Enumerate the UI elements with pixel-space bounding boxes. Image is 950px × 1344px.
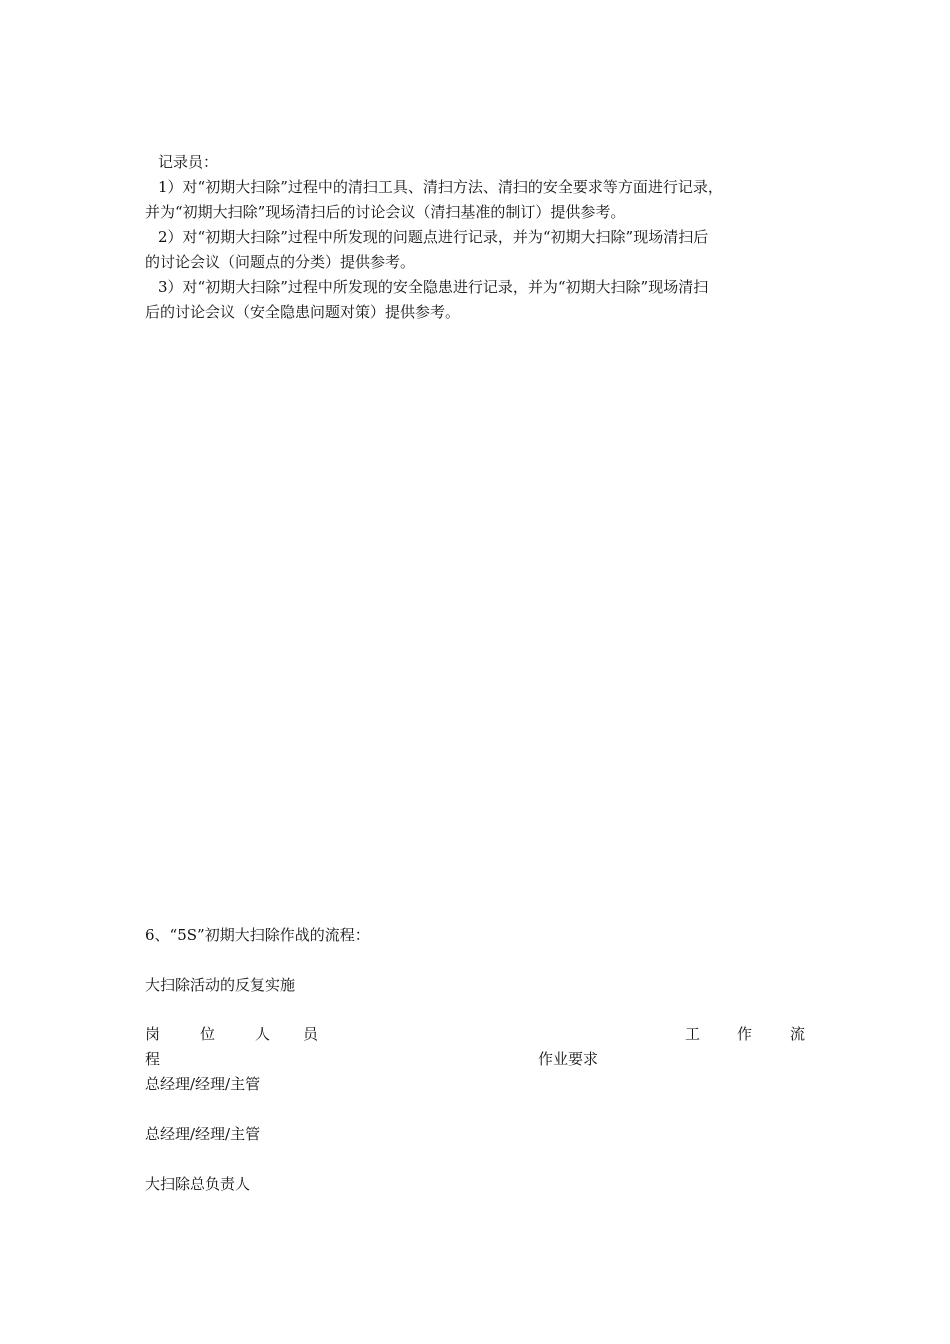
duty-item-2-line2: 的讨论会议（问题点的分类）提供参考。: [145, 253, 416, 271]
header-col2-char-2: 作: [737, 1025, 753, 1043]
duty-item-3-line2: 后的讨论会议（安全隐患问题对策）提供参考。: [145, 303, 461, 321]
duty-item-1-line2: 并为“初期大扫除”现场清扫后的讨论会议（清扫基准的制订）提供参考。: [145, 203, 626, 221]
table-header-row: [145, 1024, 807, 1044]
header-col1-char-1: 岗: [145, 1025, 161, 1043]
process-title: 6、“5S”初期大扫除作战的流程：: [145, 926, 370, 944]
header-col1-char-3: 人: [255, 1025, 271, 1043]
header-col2-char-1: 工: [685, 1025, 701, 1043]
duty-item-2-line1: 2）对“初期大扫除”过程中所发现的问题点进行记录，并为“初期大扫除”现场清扫后: [158, 228, 709, 246]
header-col1-char-4: 员: [303, 1025, 319, 1043]
table-row-3: 大扫除总负责人: [145, 1175, 251, 1193]
header-col2-char-3: 流: [790, 1025, 806, 1043]
header-col1-char-2: 位: [200, 1025, 216, 1043]
table-row-1: 总经理/经理/主管: [145, 1075, 261, 1093]
table-row-2: 总经理/经理/主管: [145, 1125, 261, 1143]
process-subtitle: 大扫除活动的反复实施: [145, 976, 296, 994]
recorder-heading: 记录员：: [158, 153, 219, 171]
table-header-row-wrap: [145, 1049, 807, 1069]
header-col3: 作业要求: [538, 1050, 599, 1068]
duty-item-3-line1: 3）对“初期大扫除”过程中所发现的安全隐患进行记录，并为“初期大扫除”现场清扫: [158, 278, 709, 296]
duty-item-1-line1: 1）对“初期大扫除”过程中的清扫工具、清扫方法、清扫的安全要求等方面进行记录，: [158, 178, 723, 196]
header-col2-wrap: 程: [145, 1050, 161, 1068]
